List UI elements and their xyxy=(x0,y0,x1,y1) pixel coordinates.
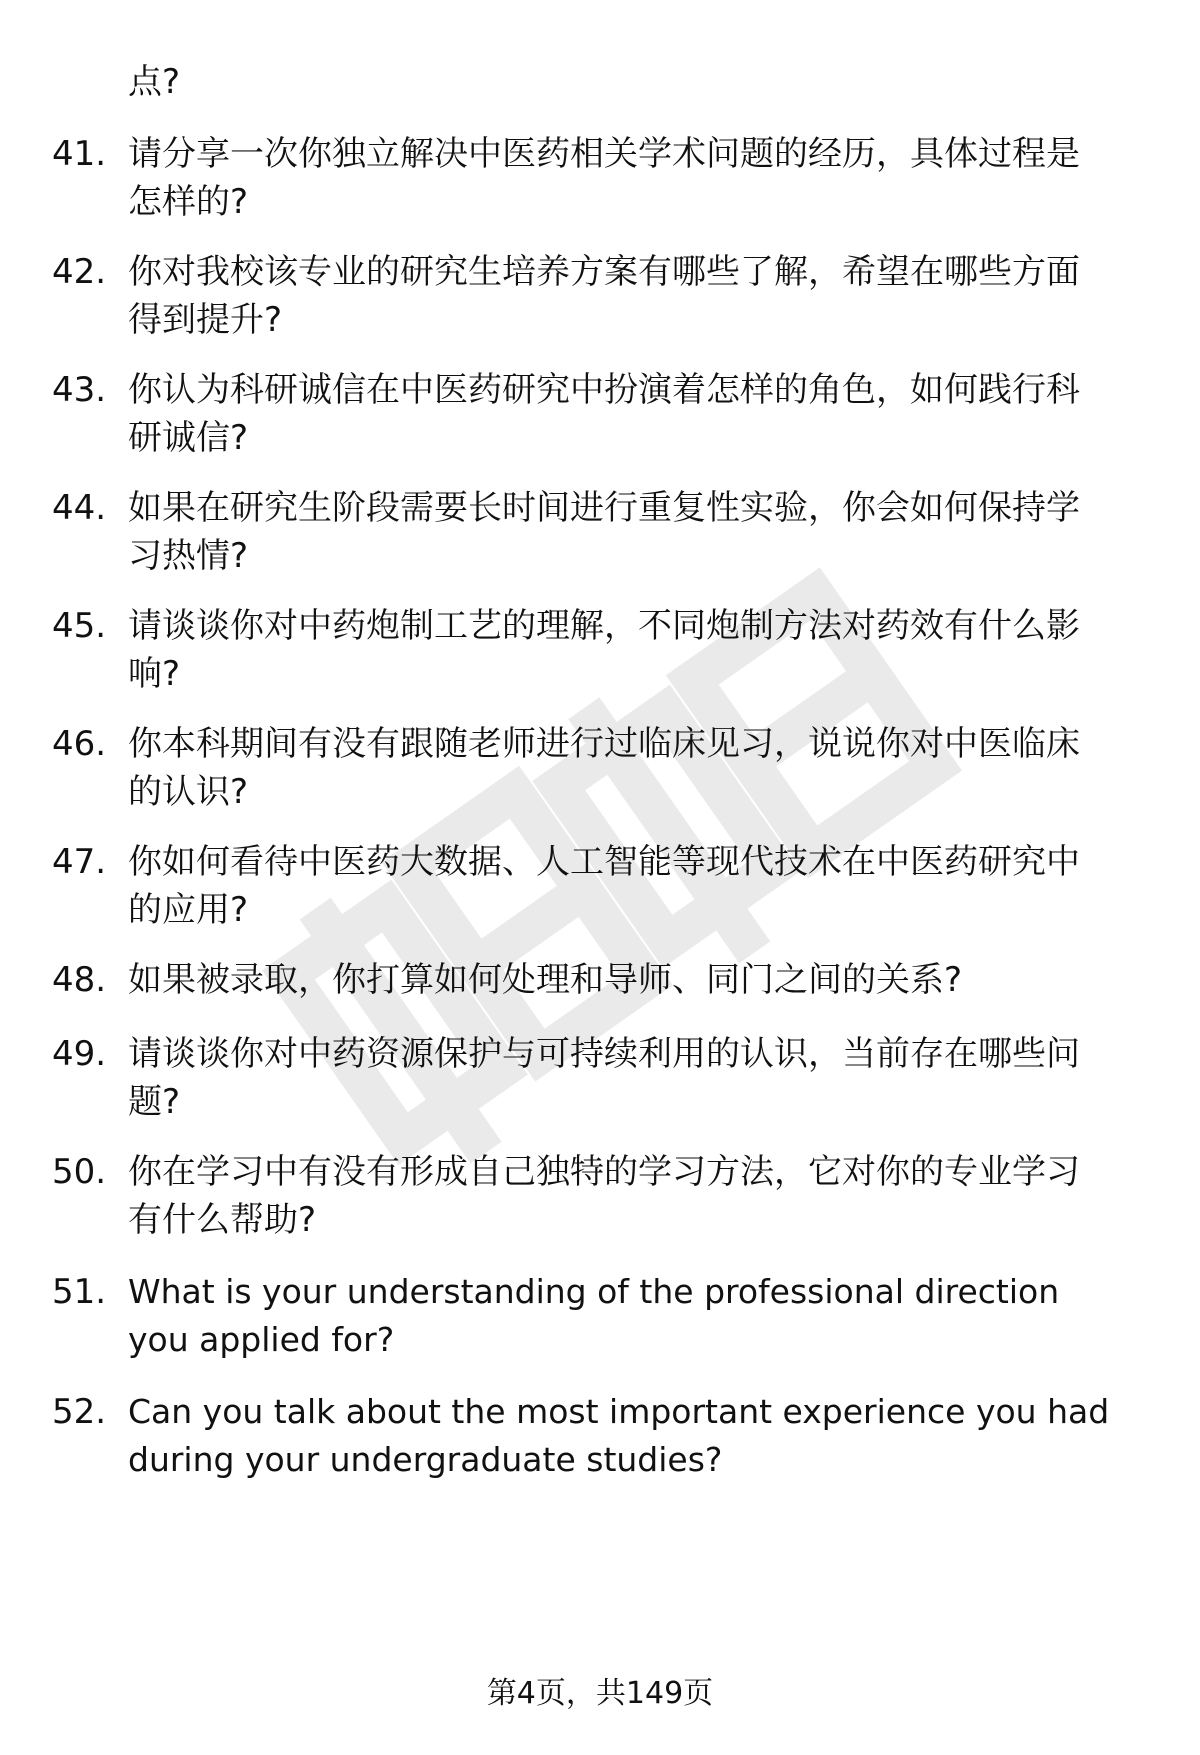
question-text: 的应用? xyxy=(128,890,249,930)
question-number: 43. xyxy=(52,370,107,410)
question-text: 请谈谈你对中药炮制工艺的理解，不同炮制方法对药效有什么影 xyxy=(128,606,1080,646)
question-text: 如果在研究生阶段需要长时间进行重复性实验，你会如何保持学 xyxy=(128,488,1080,528)
question-text: 习热情? xyxy=(128,536,249,576)
question-number: 49. xyxy=(52,1034,107,1074)
question-text: Can you talk about the most important experience you had xyxy=(128,1392,1110,1431)
question-text: 题? xyxy=(128,1082,181,1122)
question-text: 得到提升? xyxy=(128,300,283,340)
question-text: 你本科期间有没有跟随老师进行过临床见习，说说你对中医临床 xyxy=(128,724,1080,764)
question-number: 50. xyxy=(52,1152,107,1192)
question-text: 请分享一次你独立解决中医药相关学术问题的经历，具体过程是 xyxy=(128,134,1080,174)
question-number: 52. xyxy=(52,1392,107,1432)
question-text: 有什么帮助? xyxy=(128,1200,317,1240)
question-text: 你对我校该专业的研究生培养方案有哪些了解，希望在哪些方面 xyxy=(128,252,1080,292)
continued-question-text: 点? xyxy=(128,62,181,102)
question-number: 51. xyxy=(52,1272,107,1312)
question-text: 怎样的? xyxy=(128,182,249,222)
question-text: 如果被录取，你打算如何处理和导师、同门之间的关系? xyxy=(128,960,963,1000)
question-number: 46. xyxy=(52,724,107,764)
question-number: 42. xyxy=(52,252,107,292)
question-number: 48. xyxy=(52,960,107,1000)
page-footer: 第4页，共149页 xyxy=(486,1676,714,1711)
question-text: 的认识? xyxy=(128,772,249,812)
question-text: 你在学习中有没有形成自己独特的学习方法，它对你的专业学习 xyxy=(128,1152,1080,1192)
question-text: 你认为科研诚信在中医药研究中扮演着怎样的角色，如何践行科 xyxy=(128,370,1080,410)
question-text: What is your understanding of the professional direction xyxy=(128,1272,1060,1311)
question-text: 请谈谈你对中药资源保护与可持续利用的认识，当前存在哪些问 xyxy=(128,1034,1080,1074)
question-number: 45. xyxy=(52,606,107,646)
question-text: during your undergraduate studies? xyxy=(128,1440,723,1479)
question-text: 研诚信? xyxy=(128,418,249,458)
question-text: you applied for? xyxy=(128,1320,395,1359)
question-number: 41. xyxy=(52,134,107,174)
question-text: 响? xyxy=(128,654,181,694)
question-number: 44. xyxy=(52,488,107,528)
question-text: 你如何看待中医药大数据、人工智能等现代技术在中医药研究中 xyxy=(128,842,1080,882)
question-number: 47. xyxy=(52,842,107,882)
